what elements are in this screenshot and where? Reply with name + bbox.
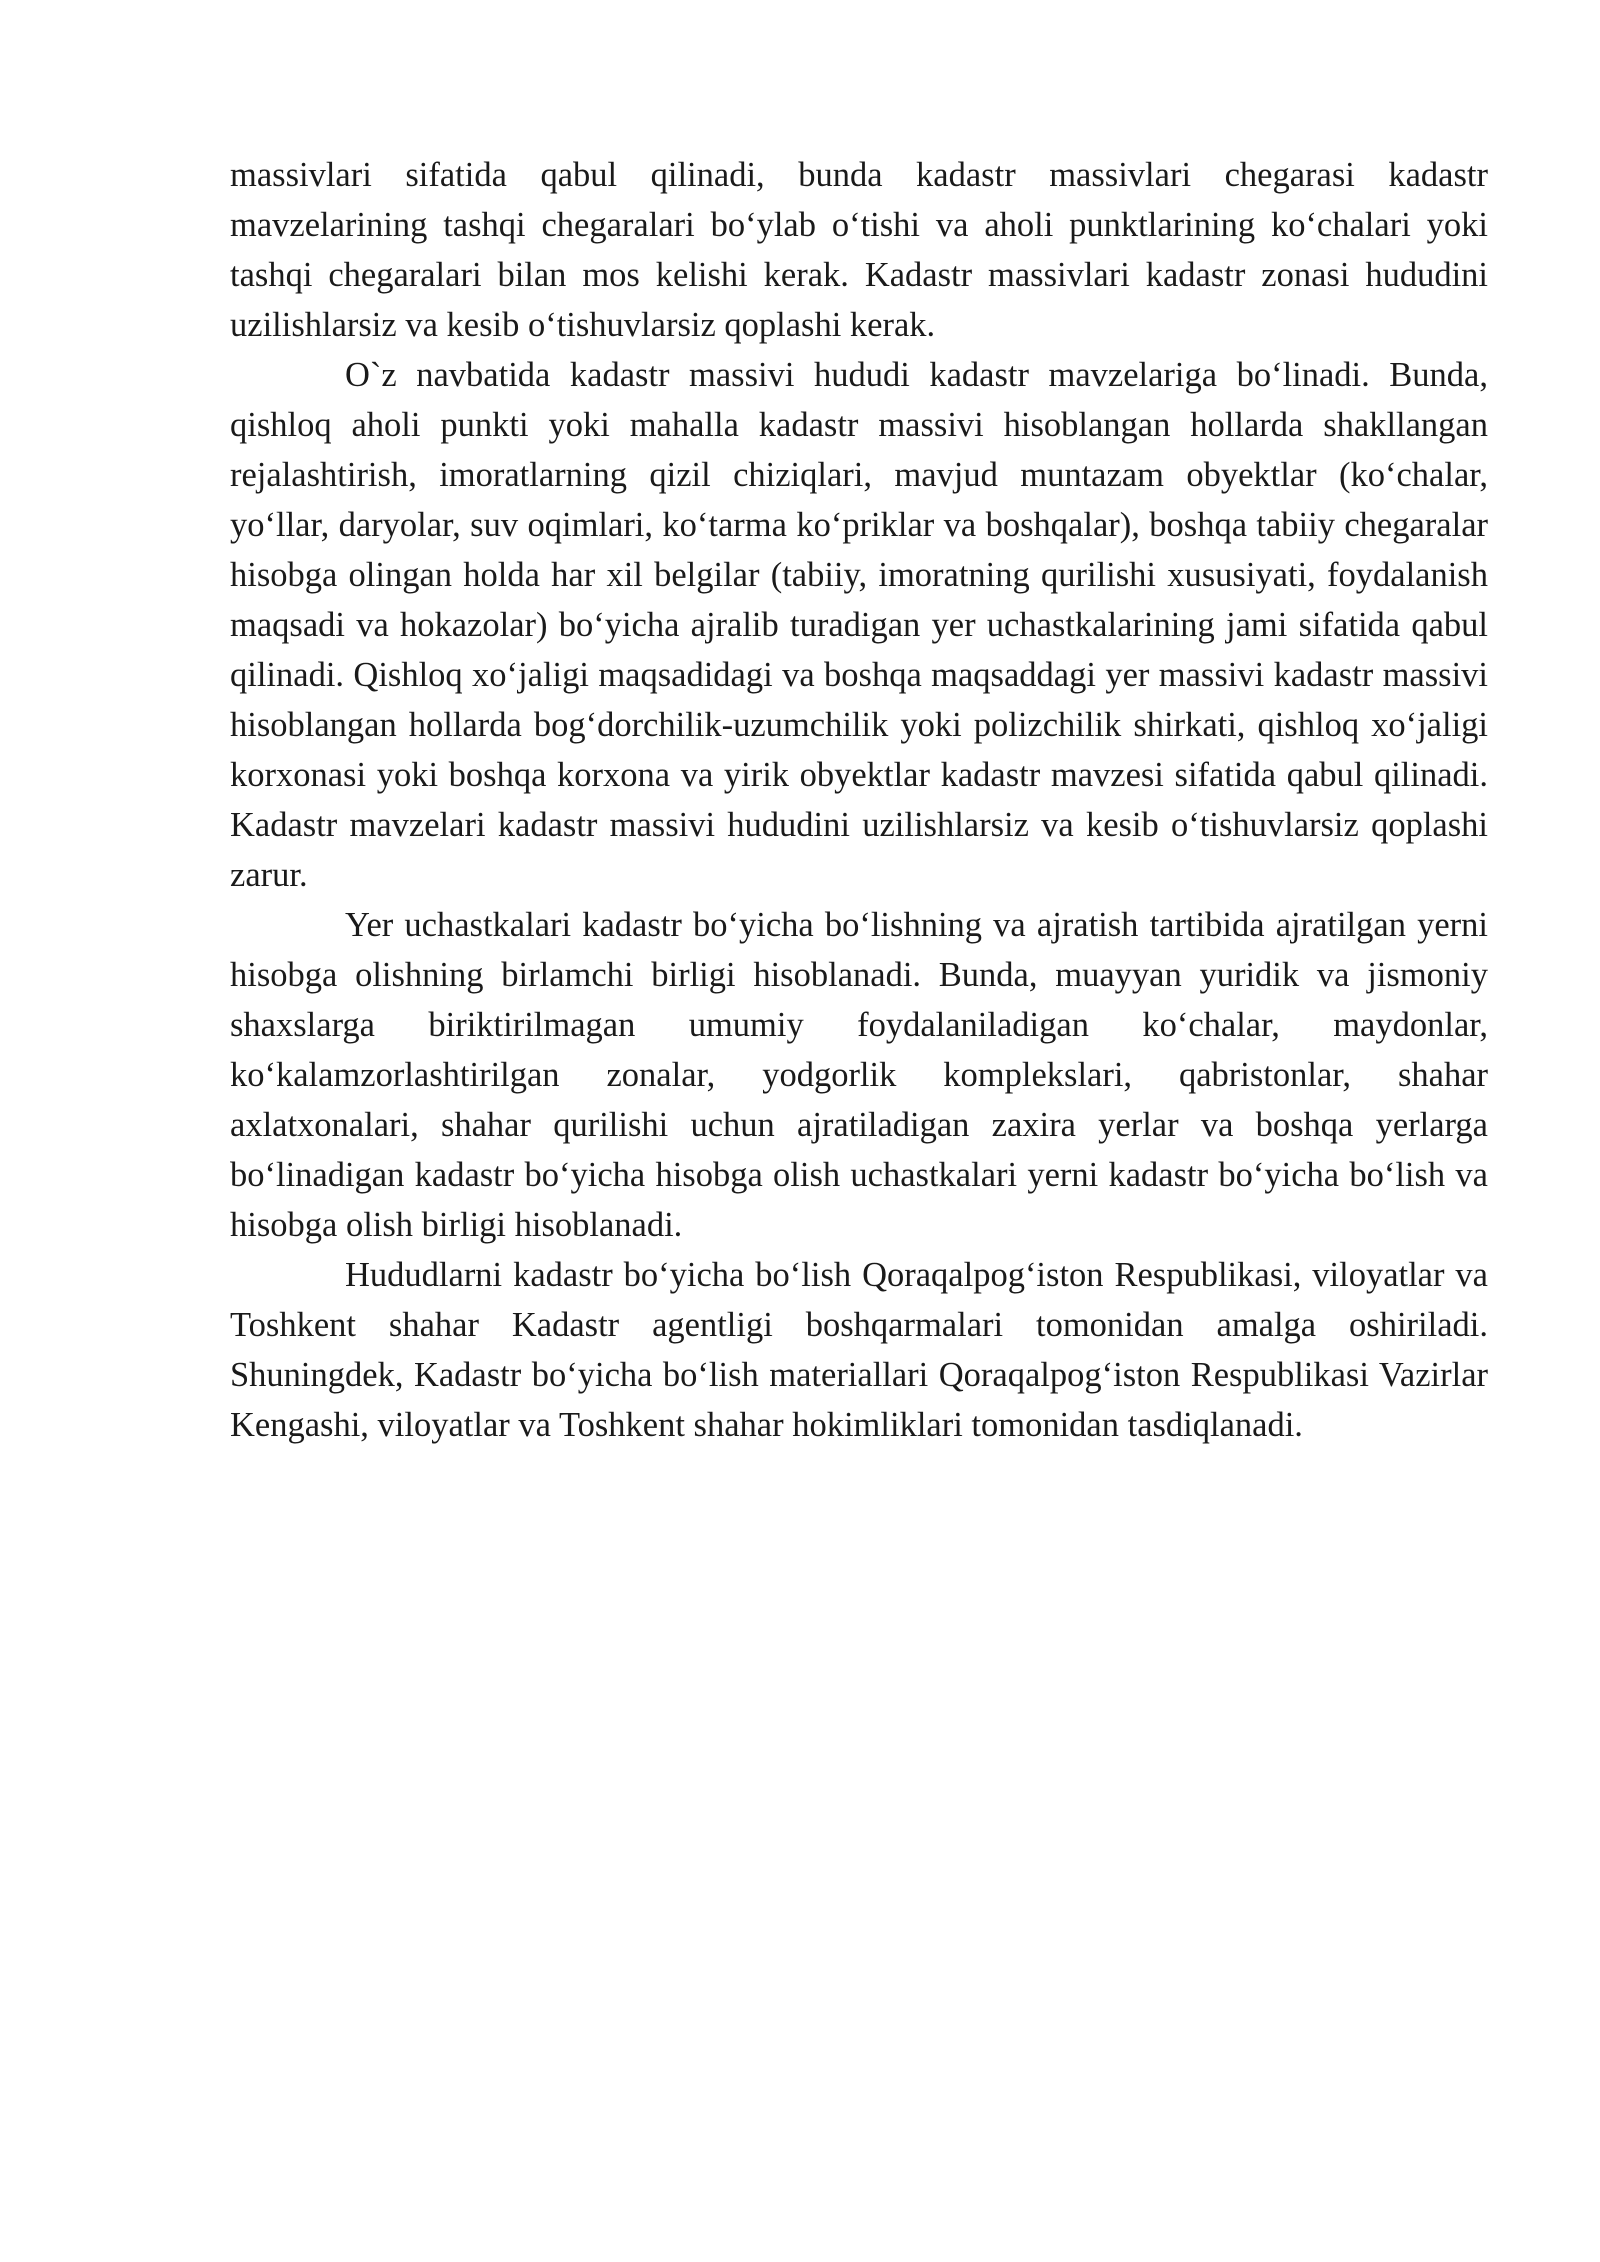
paragraph-cadastral-massif: O`z navbatida kadastr massivi hududi kadastr mavzelariga bo‘linadi. Bunda, qishloq aholi punkti yoki mahalla kadastr massivi hisoblangan hollarda shakllangan rejalashtirish, imoratlarning qizil chiziqlari, mavjud muntazam obyektlar (ko‘chalar, yo‘llar, daryolar, suv oqimlari, ko‘tarma ko‘priklar va boshqalar), boshqa tabiiy chegaralar hisobga olingan holda har xil belgilar (tabiiy, imoratning qurilishi xususiyati, foydalanish maqsadi va hokazolar) bo‘yicha ajralib turadigan yer uchastkalarining jami sifatida qabul qilinadi. Qishloq xo‘jaligi maqsadidagi va boshqa maqsaddagi yer massivi kadastr massivi hisoblangan hollarda bog‘dorchilik-uzumchilik yoki polizchilik shirkati, qishloq xo‘jaligi korxonasi yoki boshqa korxona va yirik obyektlar kadastr mavzesi sifatida qabul qilinadi. Kadastr mavzelari kadastr massivi hududini uzilishlarsiz va kesib o‘tishuvlarsiz qoplashi zarur. [230,356,1488,894]
paragraph-territorial-division: Hududlarni kadastr bo‘yicha bo‘lish Qoraqalpog‘iston Respublikasi, viloyatlar va Toshkent shahar Kadastr agentligi boshqarmalari tomonidan amalga oshiriladi. Shuningdek, Kadastr bo‘yicha bo‘lish materiallari Qoraqalpog‘iston Respublikasi Vazirlar Kengashi, viloyatlar va Toshkent shahar hokimliklari tomonidan tasdiqlanadi. [230,1256,1488,1444]
paragraph-land-plots: Yer uchastkalari kadastr bo‘yicha bo‘lishning va ajratish tartibida ajratilgan yerni hisobga olishning birlamchi birligi hisoblanadi. Bunda, muayyan yuridik va jismoniy shaxslarga biriktirilmagan umumiy foydalaniladigan ko‘chalar, maydonlar, ko‘kalamzorlashtirilgan zonalar, yodgorlik komplekslari, qabristonlar, shahar axlatxonalari, shahar qurilishi uchun ajratiladigan zaxira yerlar va boshqa yerlarga bo‘linadigan kadastr bo‘yicha hisobga olish uchastkalari yerni kadastr bo‘yicha bo‘lish va hisobga olish birligi hisoblanadi. [230,906,1488,1244]
body-text [230,150,1488,1450]
paragraph-continuation: massivlari sifatida qabul qilinadi, bunda kadastr massivlari chegarasi kadastr mavzelarining tashqi chegaralari bo‘ylab o‘tishi va aholi punktlarining ko‘chalari yoki tashqi chegaralari bilan mos kelishi kerak. Kadastr massivlari kadastr zonasi hududini uzilishlarsiz va kesib o‘tishuvlarsiz qoplashi kerak. [230,156,1488,344]
